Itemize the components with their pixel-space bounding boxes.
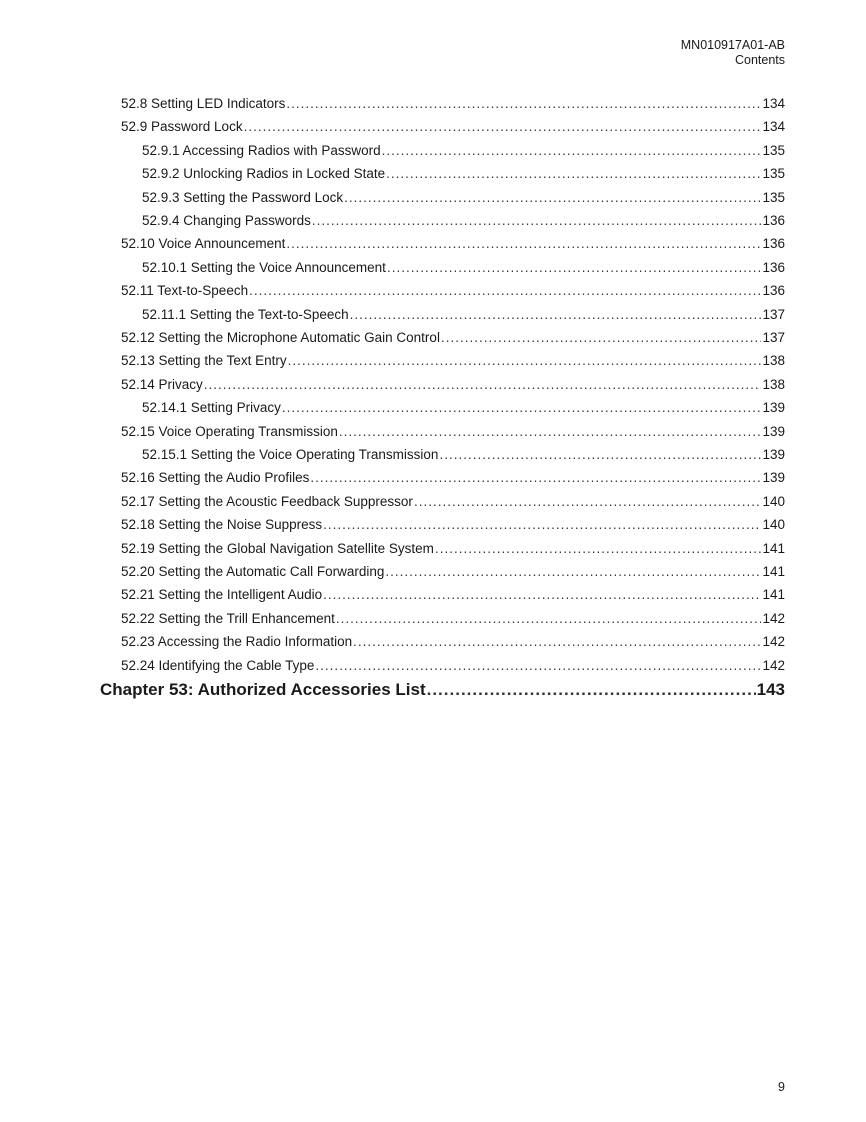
section-name: Contents [734, 53, 785, 67]
dot-leader [382, 143, 762, 158]
toc-entry-page: 135 [762, 189, 785, 205]
dot-leader [249, 283, 761, 298]
toc-entry[interactable] [121, 236, 785, 259]
toc-entry-title: 52.9.1 Accessing Radios with Password [142, 142, 381, 158]
toc-entry[interactable] [142, 213, 785, 236]
toc-entry-page: 140 [762, 517, 785, 533]
toc-entry-title: 52.11.1 Setting the Text-to-Speech [142, 306, 349, 322]
toc-entry[interactable] [121, 353, 785, 376]
toc-entry-page: 139 [762, 423, 785, 439]
dot-leader [323, 517, 761, 532]
toc-entry-title: 52.10 Voice Announcement [121, 236, 286, 252]
dot-leader [286, 236, 761, 251]
toc-entry[interactable] [121, 541, 785, 564]
toc-entry-title: 52.20 Setting the Automatic Call Forwarding [121, 564, 385, 579]
dot-leader [204, 377, 762, 392]
toc-chapter-entry[interactable] [100, 680, 785, 706]
toc-entry-title: 52.11 Text-to-Speech [121, 283, 249, 299]
toc-entry-page: 136 [762, 283, 785, 299]
dot-leader [244, 119, 762, 134]
toc-entry-title: 52.14 Privacy [121, 376, 203, 392]
dot-leader [344, 190, 761, 205]
toc-entry-title: 52.8 Setting LED Indicators [121, 96, 286, 111]
toc-entry[interactable] [121, 587, 785, 610]
page-header [681, 38, 785, 68]
toc-entry-page: 142 [762, 657, 785, 673]
toc-entry[interactable] [142, 447, 785, 470]
toc-entry[interactable] [142, 143, 785, 166]
toc-entry[interactable] [121, 119, 785, 142]
toc-entry-page: 139 [762, 447, 785, 462]
toc-entry-page: 137 [762, 330, 785, 345]
dot-leader [312, 213, 762, 228]
toc-entry-page: 140 [762, 493, 785, 509]
toc-entry-title: 52.22 Setting the Trill Enhancement [121, 610, 335, 626]
toc-entry-page: 134 [762, 119, 785, 135]
toc-entry-title: 52.18 Setting the Noise Suppress [121, 517, 323, 533]
toc-entry-page: 136 [762, 259, 785, 275]
toc-entry-title: 52.12 Setting the Microphone Automatic Gain Control [121, 330, 440, 345]
toc-entry-title: 52.24 Identifying the Cable Type [121, 657, 315, 673]
toc-entry[interactable] [121, 377, 785, 400]
dot-leader [282, 400, 762, 415]
dot-leader [435, 541, 762, 556]
dot-leader [427, 680, 756, 700]
toc-entry[interactable] [121, 517, 785, 540]
toc-entry[interactable] [121, 494, 785, 517]
toc-entry-title: 52.19 Setting the Global Navigation Satellite System [121, 540, 434, 556]
toc-entry-title: 52.13 Setting the Text Entry [121, 353, 287, 369]
dot-leader [336, 611, 762, 626]
toc-entry-page: 135 [762, 142, 785, 158]
toc-entry[interactable] [121, 658, 785, 681]
toc-entry-title: 52.10.1 Setting the Voice Announcement [142, 259, 386, 275]
toc-entry-page: 141 [762, 540, 785, 556]
toc-entry-title: Chapter 53: Authorized Accessories List [100, 680, 426, 699]
dot-leader [323, 587, 761, 602]
dot-leader [387, 260, 762, 275]
toc-entry-title: 52.14.1 Setting Privacy [142, 400, 281, 416]
toc-entry-page: 136 [762, 213, 785, 228]
toc-entry[interactable] [121, 96, 785, 119]
toc-entry[interactable] [121, 283, 785, 306]
dot-leader [353, 634, 761, 649]
toc-entry[interactable] [121, 424, 785, 447]
toc-entry-title: 52.9.2 Unlocking Radios in Locked State [142, 166, 386, 182]
dot-leader [315, 658, 761, 673]
page-number: 9 [778, 1080, 785, 1094]
toc-entry-title: 52.15.1 Setting the Voice Operating Transmission [142, 447, 439, 462]
toc-entry-page: 138 [762, 353, 785, 369]
toc-entry-title: 52.9.3 Setting the Password Lock [142, 189, 344, 205]
toc-entry-page: 142 [762, 634, 785, 650]
toc-entry[interactable] [142, 307, 785, 330]
dot-leader [310, 470, 761, 485]
toc-entry-title: 52.9.4 Changing Passwords [142, 213, 311, 228]
toc-entry[interactable] [121, 611, 785, 634]
toc-entry-page: 141 [762, 587, 785, 603]
toc-entry[interactable] [121, 564, 785, 587]
toc-entry-page: 135 [762, 166, 785, 182]
toc-entry-title: 52.23 Accessing the Radio Information [121, 634, 353, 650]
toc-entry-title: 52.9 Password Lock [121, 119, 243, 135]
toc-entry-page: 143 [756, 680, 785, 699]
dot-leader [350, 307, 762, 322]
toc-entry-page: 141 [762, 564, 785, 579]
document-id: MN010917A01-AB [680, 38, 785, 52]
toc-entry-title: 52.17 Setting the Acoustic Feedback Suppressor [121, 493, 413, 509]
dot-leader [439, 447, 761, 462]
dot-leader [288, 353, 762, 368]
toc-entry[interactable] [142, 166, 785, 189]
dot-leader [386, 166, 761, 181]
toc-entry-page: 139 [762, 400, 785, 416]
toc-entry-page: 136 [762, 236, 785, 252]
toc-entry[interactable] [142, 400, 785, 423]
toc-entry-page: 134 [762, 96, 785, 111]
toc-entry-title: 52.16 Setting the Audio Profiles [121, 470, 310, 486]
toc-entry-title: 52.15 Voice Operating Transmission [121, 423, 338, 439]
toc-entry[interactable] [121, 330, 785, 353]
toc-entry-page: 138 [762, 376, 785, 392]
toc-entry-page: 139 [762, 470, 785, 486]
dot-leader [339, 424, 762, 439]
dot-leader [286, 96, 761, 111]
dot-leader [414, 494, 762, 509]
toc-entry[interactable] [142, 190, 785, 213]
toc-entry-title: 52.21 Setting the Intelligent Audio [121, 587, 323, 603]
toc-entry-page: 142 [762, 610, 785, 626]
dot-leader [441, 330, 762, 345]
toc-entry[interactable] [121, 634, 785, 657]
toc-entry-page: 137 [762, 306, 785, 322]
toc-entry[interactable] [121, 470, 785, 493]
dot-leader [385, 564, 761, 579]
toc-entry[interactable] [142, 260, 785, 283]
